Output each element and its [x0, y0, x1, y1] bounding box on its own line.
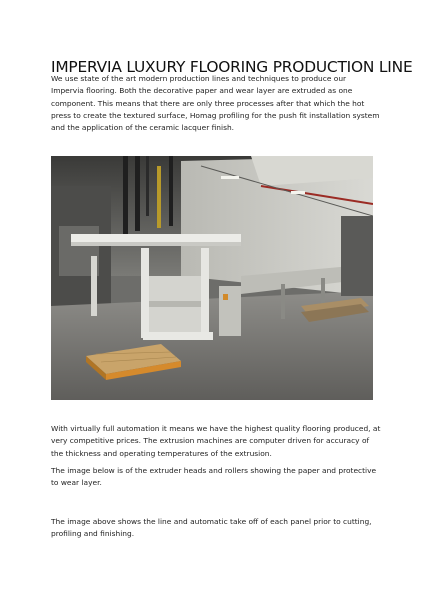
line-caption: The image above shows the line and automatic take off of each panel prior to cutting, profiling and finishing. [51, 517, 372, 539]
page-title: IMPERVIA LUXURY FLOORING PRODUCTION LINE [51, 58, 413, 77]
intro-paragraph: We use state of the art modern production lines and techniques to produce our Impervia flooring. Both the decorative paper and wear layer are extruded as one component. This means that there are only three processes after that which the hot press to create the textured surface, Homag profiling for the push fit installation system and the application of the ceramic lacquer finish. [51, 74, 380, 133]
production-line-photo [51, 156, 373, 400]
automation-paragraph: With virtually full automation it means we have the highest quality flooring produced, at very competitive prices. The extrusion machines are computer driven for accuracy of the thickness and operating temperatures of the extrusion. [51, 424, 381, 458]
extruder-caption: The image below is of the extruder heads and rollers showing the paper and protective to wear layer. [51, 466, 377, 488]
